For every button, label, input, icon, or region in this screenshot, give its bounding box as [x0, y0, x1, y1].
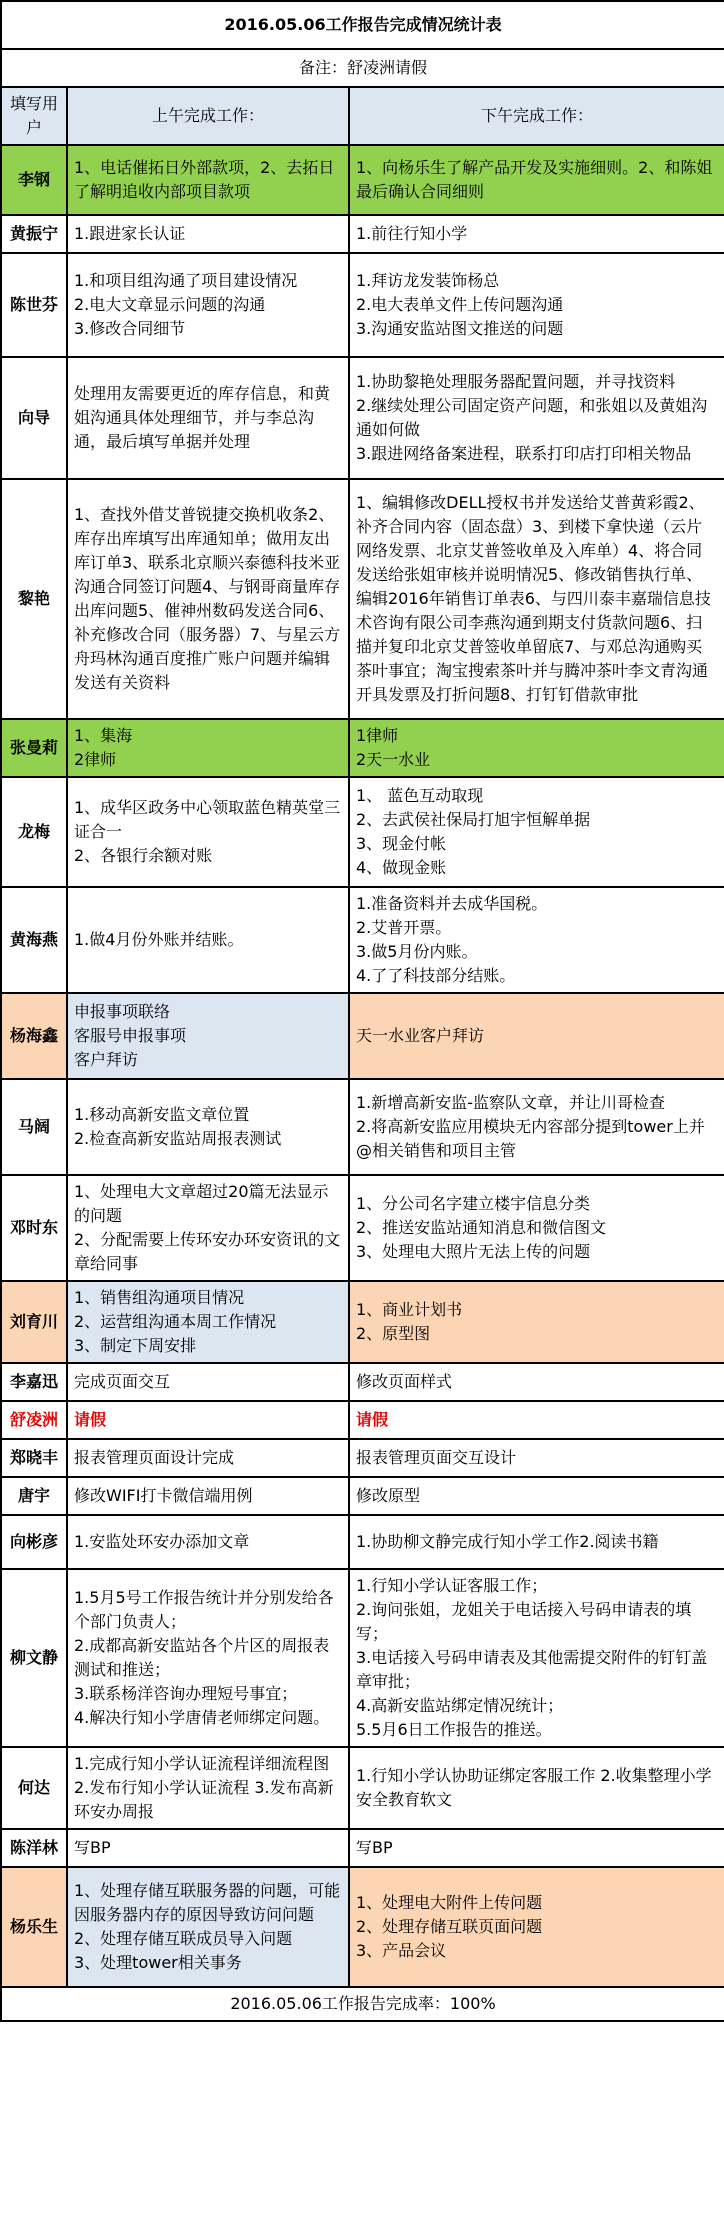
report-note: 备注：舒凌洲请假 [1, 49, 724, 87]
work-item-line: 1律师 [356, 726, 399, 745]
work-item-line: 修改WIFI打卡微信端用例 [74, 1486, 253, 1505]
work-item-line: 3.做5月份内账。 [356, 942, 478, 961]
work-item-line: 1、 蓝色互动取现 [356, 786, 484, 805]
work-item-line: 2、去武侯社保局打旭宇恒解单据 [356, 810, 591, 829]
work-item-line: 2.艾普开票。 [356, 918, 452, 937]
afternoon-work-cell [349, 777, 724, 887]
morning-work-cell [67, 777, 349, 887]
afternoon-work-cell [349, 1477, 724, 1515]
table-row [1, 777, 724, 887]
table-row [1, 719, 724, 777]
work-item-line: 1.完成行知小学认证流程详细流程图 2.发布行知小学认证流程 3.发布高新环安办周报 [74, 1754, 334, 1821]
work-item-line: 写BP [356, 1838, 393, 1857]
work-item-line: 3、产品会议 [356, 1941, 447, 1960]
work-item-line: 2、原型图 [356, 1324, 431, 1343]
work-item-line: 3.联系杨洋咨询办理短号事宜； [74, 1684, 298, 1703]
morning-work-cell [67, 1281, 349, 1363]
work-item-line: 2、处理存储互联成员导入问题 [74, 1929, 293, 1948]
morning-work-cell [67, 479, 349, 719]
afternoon-work-cell [349, 1281, 724, 1363]
work-item-line: 2.成都高新安监站各个片区的周报表测试和推送； [74, 1636, 330, 1679]
work-item-line: 1、销售组沟通项目情况 [74, 1288, 245, 1307]
morning-work-cell [67, 1515, 349, 1569]
work-item-line: 写BP [74, 1838, 111, 1857]
morning-work-cell [67, 215, 349, 253]
work-item-line: 1.协助黎艳处理服务器配置问题，并寻找资料 [356, 372, 676, 391]
work-item-line: 1、编辑修改DELL授权书并发送给艾普黄彩霞2、补齐合同内容（固态盘）3、到楼下拿快递（云片网络发票、北京艾普签收单及入库单）4、将合同发送给张姐审核并说明情况5、修改销售执行单、编辑2016年销售订单表6、与四川泰丰嘉瑞信息技术咨询有限公司李燕沟通到期支付货款问题6、扫描并复印北京艾普签收单留底7、与邓总沟通购买茶叶事宜；淘宝搜索茶叶并与腾冲茶叶李文青沟通开具发票及打折问题8、打钉钉借款审批 [356, 493, 711, 704]
work-item-line: 4.高新安监站绑定情况统计； [356, 1696, 564, 1715]
work-item-line: 1、向杨乐生了解产品开发及实施细则。2、和陈姐最后确认合同细则 [356, 158, 713, 201]
work-item-line: 4.解决行知小学唐倩老师绑定问题。 [74, 1708, 330, 1727]
work-item-line: 处理用友需要更近的库存信息，和黄姐沟通具体处理细节，并与李总沟通，最后填写单据并处理 [74, 384, 331, 451]
work-item-line: 3.跟进网络备案进程，联系打印店打印相关物品 [356, 444, 692, 463]
table-row [1, 479, 724, 719]
morning-work-cell [67, 1439, 349, 1477]
table-row [1, 1281, 724, 1363]
user-name-cell: 何达 [1, 1747, 67, 1829]
table-row [1, 1439, 724, 1477]
header-name: 填写用户 [1, 87, 67, 145]
work-item-line: 1、处理电大附件上传问题 [356, 1893, 543, 1912]
afternoon-work-cell [349, 1079, 724, 1175]
user-name-cell: 向彬彦 [1, 1515, 67, 1569]
afternoon-work-cell [349, 1401, 724, 1439]
morning-work-cell [67, 145, 349, 215]
afternoon-work-cell [349, 253, 724, 357]
work-item-line: 修改原型 [356, 1486, 421, 1505]
morning-work-cell [67, 1477, 349, 1515]
afternoon-work-cell [349, 1439, 724, 1477]
morning-work-cell [67, 719, 349, 777]
morning-work-cell [67, 1569, 349, 1747]
table-row [1, 1829, 724, 1867]
work-item-line: 1、电话催拓日外部款项，2、去拓日了解明追收内部项目款项 [74, 158, 335, 201]
work-item-line: 1、商业计划书 [356, 1300, 463, 1319]
work-item-line: 4.了了科技部分结账。 [356, 966, 516, 985]
work-item-line: 1、处理电大文章超过20篇无法显示的问题 [74, 1182, 329, 1225]
user-name-cell: 张曼莉 [1, 719, 67, 777]
user-name-cell: 陈世芬 [1, 253, 67, 357]
morning-work-cell [67, 887, 349, 993]
work-item-line: 3.电话接入号码申请表及其他需提交附件的钉钉盖章审批； [356, 1648, 708, 1691]
morning-work-cell [67, 1747, 349, 1829]
user-name-cell: 龙梅 [1, 777, 67, 887]
afternoon-work-cell [349, 887, 724, 993]
work-item-line: 1、成华区政务中心领取蓝色精英堂三证合一 [74, 798, 341, 841]
user-name-cell: 黄海燕 [1, 887, 67, 993]
afternoon-work-cell [349, 719, 724, 777]
afternoon-work-cell [349, 1515, 724, 1569]
work-item-line: 3、处理tower相关事务 [74, 1953, 242, 1972]
title-row [1, 1, 724, 49]
work-item-line: 请假 [74, 1410, 107, 1429]
work-item-line: 1.协助柳文静完成行知小学工作2.阅读书籍 [356, 1532, 659, 1551]
afternoon-work-cell [349, 1363, 724, 1401]
header-pm: 下午完成工作： [349, 87, 724, 145]
afternoon-work-cell [349, 215, 724, 253]
work-item-line: 1、集海 [74, 726, 133, 745]
user-name-cell: 黎艳 [1, 479, 67, 719]
table-row [1, 253, 724, 357]
afternoon-work-cell [349, 145, 724, 215]
work-item-line: 3、制定下周安排 [74, 1336, 197, 1355]
work-item-line: 1.移动高新安监文章位置 [74, 1105, 250, 1124]
table-row [1, 1175, 724, 1281]
header-row [1, 87, 724, 145]
work-item-line: 2.电大表单文件上传问题沟通 [356, 295, 564, 314]
afternoon-work-cell [349, 993, 724, 1079]
work-item-line: 4、做现金账 [356, 858, 447, 877]
work-item-line: 天一水业客户拜访 [356, 1026, 485, 1045]
afternoon-work-cell [349, 1867, 724, 1987]
user-name-cell: 杨乐生 [1, 1867, 67, 1987]
work-item-line: 2、推送安监站通知消息和微信图文 [356, 1218, 607, 1237]
work-item-line: 请假 [356, 1410, 389, 1429]
work-item-line: 1.前往行知小学 [356, 224, 468, 243]
table-row [1, 145, 724, 215]
table-row [1, 993, 724, 1079]
work-item-line: 1、查找外借艾普锐捷交换机收条2、库存出库填写出库通知单；做用友出库订单3、联系北京顺兴泰德科技米亚沟通合同签订问题4、与钢哥商量库存出库问题5、催神州数码发送合同6、补充修改合同（服务器）7、与星云方舟玛林沟通百度推广账户问题并编辑发送有关资料 [74, 505, 341, 692]
user-name-cell: 郑晓丰 [1, 1439, 67, 1477]
footer-row [1, 1987, 724, 2021]
completion-rate: 2016.05.06工作报告完成率：100% [1, 1987, 724, 2021]
afternoon-work-cell [349, 1175, 724, 1281]
table-row [1, 1867, 724, 1987]
work-item-line: 1.准备资料并去成华国税。 [356, 894, 548, 913]
user-name-cell: 邓时东 [1, 1175, 67, 1281]
morning-work-cell [67, 253, 349, 357]
work-item-line: 1、分公司名字建立楼宇信息分类 [356, 1194, 591, 1213]
header-am: 上午完成工作： [67, 87, 349, 145]
work-item-line: 2天一水业 [356, 750, 431, 769]
user-name-cell: 李钢 [1, 145, 67, 215]
table-row [1, 215, 724, 253]
morning-work-cell [67, 1363, 349, 1401]
table-row [1, 357, 724, 479]
table-row [1, 1569, 724, 1747]
work-item-line: 2.继续处理公司固定资产问题，和张姐以及黄姐沟通如何做 [356, 396, 708, 439]
user-name-cell: 向导 [1, 357, 67, 479]
work-item-line: 2.询问张姐，龙姐关于电话接入号码申请表的填写； [356, 1600, 692, 1643]
user-name-cell: 杨海鑫 [1, 993, 67, 1079]
work-item-line: 2.检查高新安监站周报表测试 [74, 1129, 282, 1148]
table-row [1, 1515, 724, 1569]
work-item-line: 3.修改合同细节 [74, 319, 186, 338]
work-item-line: 2律师 [74, 750, 117, 769]
work-item-line: 2.电大文章显示问题的沟通 [74, 295, 266, 314]
user-name-cell: 刘育川 [1, 1281, 67, 1363]
morning-work-cell [67, 1079, 349, 1175]
work-item-line: 1.做4月份外账并结账。 [74, 930, 244, 949]
user-name-cell: 柳文静 [1, 1569, 67, 1747]
afternoon-work-cell [349, 479, 724, 719]
morning-work-cell [67, 1401, 349, 1439]
work-item-line: 1.新增高新安监-监察队文章，并让川哥检查 [356, 1093, 666, 1112]
table-row [1, 1079, 724, 1175]
work-item-line: 完成页面交互 [74, 1372, 171, 1391]
work-item-line: 客服号申报事项 [74, 1026, 187, 1045]
work-item-line: 5.5月6日工作报告的推送。 [356, 1720, 552, 1739]
work-item-line: 2、各银行余额对账 [74, 846, 213, 865]
table-row [1, 1477, 724, 1515]
work-item-line: 修改页面样式 [356, 1372, 453, 1391]
morning-work-cell [67, 357, 349, 479]
work-item-line: 1.行知小学认证客服工作； [356, 1576, 548, 1595]
morning-work-cell [67, 993, 349, 1079]
work-item-line: 2、分配需要上传环安办环安资讯的文章给同事 [74, 1230, 341, 1273]
table-row [1, 887, 724, 993]
work-item-line: 客户拜访 [74, 1050, 139, 1069]
afternoon-work-cell [349, 1829, 724, 1867]
work-item-line: 1.和项目组沟通了项目建设情况 [74, 271, 298, 290]
work-item-line: 1.5月5号工作报告统计并分别发给各个部门负责人； [74, 1588, 334, 1631]
morning-work-cell [67, 1867, 349, 1987]
user-name-cell: 李嘉迅 [1, 1363, 67, 1401]
work-item-line: 1.行知小学认协助证绑定客服工作 2.收集整理小学安全教育软文 [356, 1766, 712, 1809]
table-row [1, 1401, 724, 1439]
afternoon-work-cell [349, 357, 724, 479]
table-row [1, 1747, 724, 1829]
report-title: 2016.05.06工作报告完成情况统计表 [1, 1, 724, 49]
work-item-line: 2、运营组沟通本周工作情况 [74, 1312, 277, 1331]
work-item-line: 2、处理存储互联页面问题 [356, 1917, 543, 1936]
user-name-cell: 马阔 [1, 1079, 67, 1175]
work-item-line: 1.跟进家长认证 [74, 224, 186, 243]
work-item-line: 3.沟通安监站图文推送的问题 [356, 319, 564, 338]
work-item-line: 3、处理电大照片无法上传的问题 [356, 1242, 591, 1261]
work-item-line: 2.将高新安监应用模块无内容部分提到tower上并@相关销售和项目主管 [356, 1117, 705, 1160]
morning-work-cell [67, 1829, 349, 1867]
user-name-cell: 舒凌洲 [1, 1401, 67, 1439]
user-name-cell: 黄振宁 [1, 215, 67, 253]
afternoon-work-cell [349, 1569, 724, 1747]
work-item-line: 报表管理页面交互设计 [356, 1448, 517, 1467]
morning-work-cell [67, 1175, 349, 1281]
work-item-line: 1.拜访龙发装饰杨总 [356, 271, 500, 290]
work-item-line: 1.安监处环安办添加文章 [74, 1532, 250, 1551]
afternoon-work-cell [349, 1747, 724, 1829]
user-name-cell: 陈洋林 [1, 1829, 67, 1867]
work-item-line: 3、现金付帐 [356, 834, 447, 853]
note-row [1, 49, 724, 87]
user-name-cell: 唐宇 [1, 1477, 67, 1515]
table-row [1, 1363, 724, 1401]
work-item-line: 报表管理页面设计完成 [74, 1448, 235, 1467]
work-item-line: 申报事项联络 [74, 1002, 171, 1021]
work-item-line: 1、处理存储互联服务器的问题，可能因服务器内存的原因导致访问问题 [74, 1881, 341, 1924]
